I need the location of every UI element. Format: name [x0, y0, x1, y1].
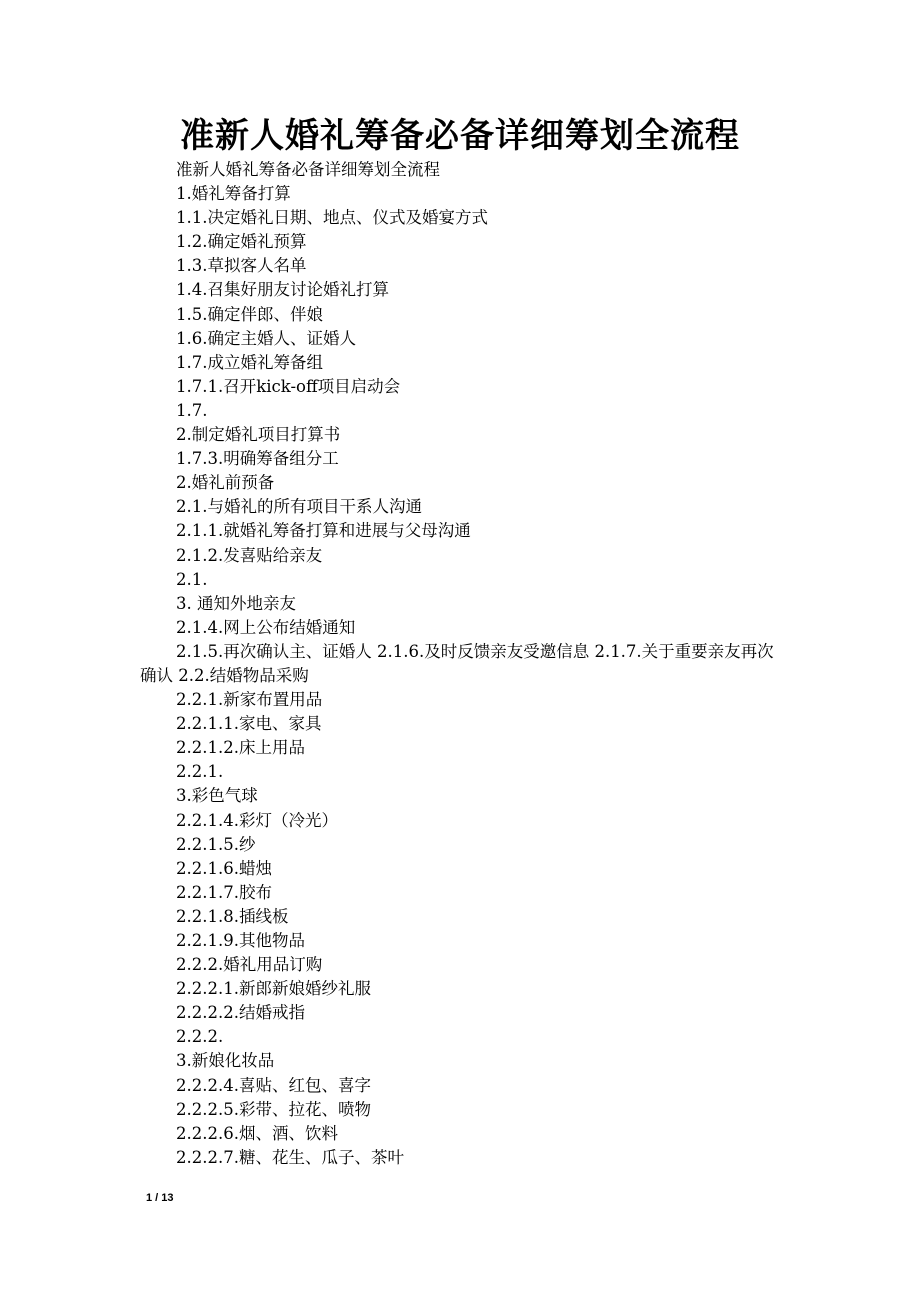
body-line: 准新人婚礼筹备必备详细筹划全流程 — [176, 160, 440, 179]
body-line: 1.3.草拟客人名单 — [176, 256, 307, 276]
body-line: 2.1.1.就婚礼筹备打算和进展与父母沟通 — [176, 521, 471, 541]
body-line: 2.2.2.5.彩带、拉花、喷物 — [176, 1099, 371, 1119]
body-line: 1.7.3.明确筹备组分工 — [176, 449, 339, 469]
body-line: 2.2.2.6.烟、酒、饮料 — [176, 1123, 338, 1143]
body-paragraph: 2.1.5.再次确认主、证婚人 2.1.6.及时反馈亲友受邀信息 2.1.7.关于重要亲友再次确认 2.2.结婚物品采购 — [140, 641, 774, 685]
body-line: 1.7.1.召开kick-off项目启动会 — [176, 376, 401, 396]
body-line: 2.2.2.婚礼用品订购 — [176, 955, 323, 975]
body-line: 1.1.决定婚礼日期、地点、仪式及婚宴方式 — [176, 208, 488, 228]
body-line: 2.2.2.4.喜贴、红包、喜字 — [176, 1075, 371, 1095]
body-line: 2.1.4.网上公布结婚通知 — [176, 617, 356, 637]
body-line: 1.7.成立婚礼筹备组 — [176, 352, 323, 372]
body-line: 1.5.确定伴郎、伴娘 — [176, 304, 323, 324]
body-line: 2.2.2.1.新郎新娘婚纱礼服 — [176, 979, 371, 999]
body-line: 2.2.1.4.彩灯（冷光） — [176, 810, 338, 830]
body-line: 2.2.1.6.蜡烛 — [176, 858, 272, 878]
body-line: 2.2.2.2.结婚戒指 — [176, 1003, 305, 1023]
body-line: 2.婚礼前预备 — [176, 473, 275, 493]
body-line: 1.2.确定婚礼预算 — [176, 232, 307, 252]
body-line: 3. 通知外地亲友 — [176, 593, 296, 613]
body-line: 1.婚礼筹备打算 — [176, 184, 291, 204]
body-line: 2.2.1. — [176, 762, 224, 782]
document-title: 准新人婚礼筹备必备详细筹划全流程 — [180, 116, 740, 156]
body-line: 2.2.1.9.其他物品 — [176, 931, 305, 950]
body-line: 2.2.2.7.糖、花生、瓜子、茶叶 — [176, 1147, 404, 1167]
body-line: 2.2.1.1.家电、家具 — [176, 714, 322, 734]
body-line: 2.1.与婚礼的所有项目干系人沟通 — [176, 497, 422, 517]
document-body — [140, 158, 790, 1170]
body-line: 2.2.1.2.床上用品 — [176, 738, 305, 758]
body-line: 3.新娘化妆品 — [176, 1051, 275, 1071]
body-line: 1.7. — [176, 400, 208, 420]
body-line: 1.6.确定主婚人、证婚人 — [176, 328, 356, 348]
page-number: 1 / 13 — [146, 1192, 174, 1204]
body-line: 2.2.1.7.胶布 — [176, 882, 272, 902]
body-line: 2.1.2.发喜贴给亲友 — [176, 545, 323, 565]
body-line: 2.1. — [176, 569, 208, 589]
body-line: 3.彩色气球 — [176, 786, 258, 806]
body-line: 1.4.召集好朋友讨论婚礼打算 — [176, 280, 389, 300]
body-line: 2.制定婚礼项目打算书 — [176, 425, 341, 445]
body-line: 2.2.2. — [176, 1027, 224, 1047]
body-line: 2.2.1.8.插线板 — [176, 906, 289, 926]
body-line: 2.2.1.新家布置用品 — [176, 690, 323, 710]
body-line: 2.2.1.5.纱 — [176, 834, 256, 854]
